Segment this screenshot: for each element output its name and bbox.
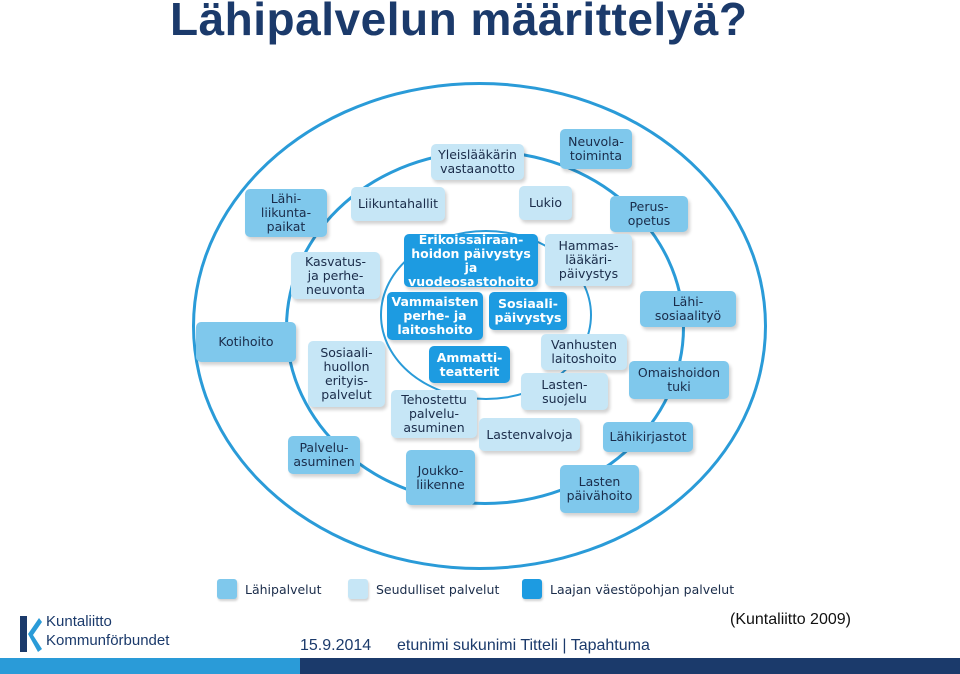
legend-swatch-lahipalvelut	[217, 579, 237, 599]
box-tehostettu-palveluasuminen: Tehostettu palvelu- asuminen	[391, 390, 477, 438]
box-lahiliikuntapaikat: Lähi- liikunta- paikat	[245, 189, 327, 237]
legend-label-lahipalvelut: Lähipalvelut	[245, 581, 322, 597]
legend-label-laaja: Laajan väestöpohjan palvelut	[550, 581, 735, 597]
box-perusopetus: Perus- opetus	[610, 196, 688, 232]
footer-bar-accent	[0, 658, 300, 674]
box-lastensuojelu: Lasten- suojelu	[521, 373, 608, 410]
footer-text: etunimi sukunimi Titteli | Tapahtuma	[397, 637, 650, 654]
legend-swatch-seudulliset	[348, 579, 368, 599]
box-joukkoliikenne: Joukko- liikenne	[406, 450, 475, 505]
kuntaliitto-logo	[18, 612, 198, 656]
box-kotihoito: Kotihoito	[196, 322, 296, 362]
box-yleislaakarin-vastaanotto: Yleislääkärin vastaanotto	[431, 144, 524, 180]
box-vammaisten-perhe-ja-laitoshoito: Vammaisten perhe- ja laitoshoito	[387, 292, 483, 340]
box-lahisosiaalityo: Lähi- sosiaalityö	[640, 291, 736, 327]
box-ammattiteatterit: Ammatti- teatterit	[429, 346, 510, 383]
legend-laaja	[522, 579, 734, 599]
box-omaishoidon-tuki: Omaishoidon tuki	[629, 361, 729, 399]
box-hammaslaakaripaivystys: Hammas- lääkäri- päivystys	[545, 234, 632, 286]
kuntaliitto-logo-mark-icon	[18, 614, 42, 654]
box-erikoissairaanhoito: Erikoissairaan- hoidon päivystys ja vuodeosastohoito	[404, 234, 538, 287]
box-liikuntahallit: Liikuntahallit	[351, 187, 445, 221]
legend-label-seudulliset: Seudulliset palvelut	[376, 581, 500, 597]
legend-swatch-laaja	[522, 579, 542, 599]
footer-date: 15.9.2014	[300, 637, 372, 654]
box-vanhusten-laitoshoito: Vanhusten laitoshoito	[541, 334, 627, 370]
box-kasvatus-ja-perheneuvonta: Kasvatus- ja perhe- neuvonta	[291, 252, 380, 299]
legend-seudulliset	[348, 579, 499, 599]
box-sosiaalipaivystys: Sosiaali- päivystys	[489, 292, 567, 330]
box-palveluasuminen: Palvelu- asuminen	[288, 436, 360, 474]
logo-text-line1: Kuntaliitto	[46, 613, 112, 630]
box-lahikirjastot: Lähikirjastot	[603, 422, 693, 452]
box-lastenvalvoja: Lastenvalvoja	[479, 418, 580, 451]
source-citation: (Kuntaliitto 2009)	[730, 611, 851, 628]
box-sosiaalihuollon-erityispalvelut: Sosiaali- huollon erityis- palvelut	[308, 341, 385, 407]
box-lukio: Lukio	[519, 186, 572, 220]
box-neuvolatoiminta: Neuvola- toiminta	[560, 129, 632, 169]
legend-lahipalvelut	[217, 579, 321, 599]
page-title: Lähipalvelun määrittelyä?	[170, 0, 748, 45]
logo-text-line2: Kommunförbundet	[46, 632, 170, 649]
box-lasten-paivahoito: Lasten päivähoito	[560, 465, 639, 513]
